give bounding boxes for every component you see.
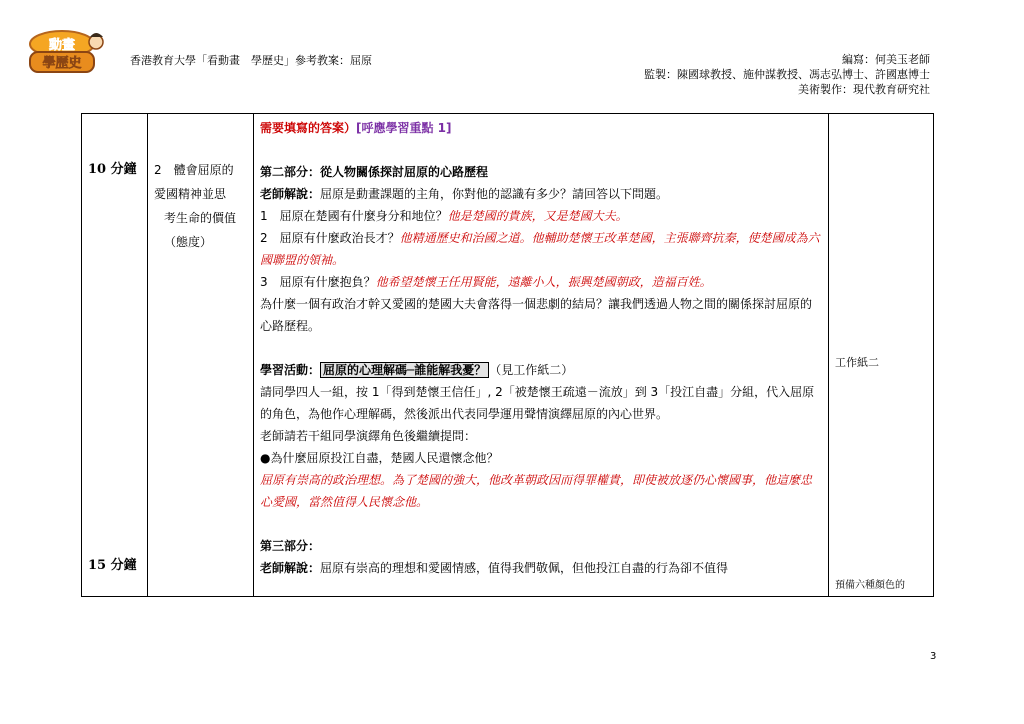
credits — [644, 52, 930, 97]
lesson-plan-table — [81, 113, 934, 597]
logo-text-top: 動畫 — [48, 38, 76, 53]
question-3: 3 屈原有什麼抱負？ — [260, 275, 376, 289]
resource-colors: 預備六種顏色的 — [835, 580, 905, 591]
content-column — [254, 114, 829, 597]
logo-text-bottom: 學歷史 — [42, 56, 82, 71]
document-title: 香港教育大學「看動畫 學歷史」參考教案：屈原 — [130, 54, 372, 67]
part-3-title: 第三部分： — [260, 539, 321, 553]
teacher-explain-text-2: 屈原有崇高的理想和愛國情感，值得我們敬佩，但他投江自盡的行為卻不值得 — [320, 561, 729, 575]
question-1: 1 屈原在楚國有什麼身分和地位？ — [260, 209, 448, 223]
activity-title: 屈原的心理解碼─誰能解我憂？ — [320, 362, 489, 378]
objective-line: 考生命的價值 — [164, 211, 237, 225]
bullet-answer: 屈原有崇高的政治理想。為了楚國的強大，他改革朝政因而得罪權貴，即使被放逐仍心懷國事，他這麼忠心愛國，當然值得人民懷念他。 — [260, 473, 813, 509]
learning-objective — [154, 158, 252, 254]
animation-history-logo — [22, 26, 104, 76]
part-2-title: 第二部分：從人物關係探討屈原的心路歷程 — [260, 165, 489, 179]
answer-3: 他希望楚懷王任用賢能，遠離小人，振興楚國朝政，造福百姓。 — [375, 275, 712, 289]
resource-worksheet-2: 工作紙二 — [835, 356, 879, 369]
credit-producers: 監製：陳國球教授、施仲謀教授、馮志弘博士、許國惠博士 — [644, 68, 930, 81]
objective-line: 2 體會屈原的 — [154, 163, 234, 177]
continued-note — [260, 117, 822, 139]
question-2: 2 屈原有什麼政治長才？ — [260, 231, 400, 245]
teacher-explain-label-2: 老師解說： — [260, 561, 321, 575]
objective-column — [148, 114, 254, 597]
objective-line: （態度） — [164, 235, 213, 249]
followup-text: 老師請若干組同學演繹角色後繼續提問： — [260, 429, 477, 443]
transition-paragraph: 為什麼一個有政治才幹又愛國的楚國大夫會落得一個悲劇的結局？讓我們透過人物之間的關係探討屈原的心路歷程。 — [260, 297, 813, 333]
time-10-min: 10 分鐘 — [88, 162, 137, 177]
activity-ref: （見工作紙二） — [489, 363, 574, 377]
credit-art: 美術製作：現代教育研究社 — [798, 83, 930, 96]
table-row — [82, 114, 934, 597]
answer-1: 他是楚國的貴族，又是楚國大夫。 — [447, 209, 628, 223]
activity-description: 請同學四人一組，按 1「得到楚懷王信任」, 2「被楚懷王疏遠－流放」到 3「投江自盡」分組，代入屈原的角色，為他作心理解碼，然後派出代表同學運用聲情演繹屈原的內心世界。 — [260, 385, 815, 421]
teacher-explain-label: 老師解說： — [260, 187, 321, 201]
credit-writer: 編寫：何美玉老師 — [842, 53, 930, 66]
answer-2: 他精通歷史和治國之道。他輔助楚懷王改革楚國，主張聯齊抗秦，使楚國成為六國聯盟的領袖。 — [260, 231, 820, 267]
activity-label: 學習活動： — [260, 363, 321, 377]
answer-note-red: 需要填寫的答案） — [260, 121, 357, 135]
objective-line: 愛國精神並思 — [154, 187, 227, 201]
resources-column — [829, 114, 934, 597]
time-column — [82, 114, 148, 597]
time-15-min: 15 分鐘 — [88, 558, 137, 573]
teacher-explain-text: 屈原是動畫課題的主角，你對他的認識有多少？請回答以下問題。 — [320, 187, 669, 201]
page-number: 3 — [930, 651, 937, 662]
bullet-question: ●為什麼屈原投江自盡，楚國人民還懷念他？ — [260, 451, 499, 465]
key-point-ref: [呼應學習重點 1] — [356, 121, 452, 135]
